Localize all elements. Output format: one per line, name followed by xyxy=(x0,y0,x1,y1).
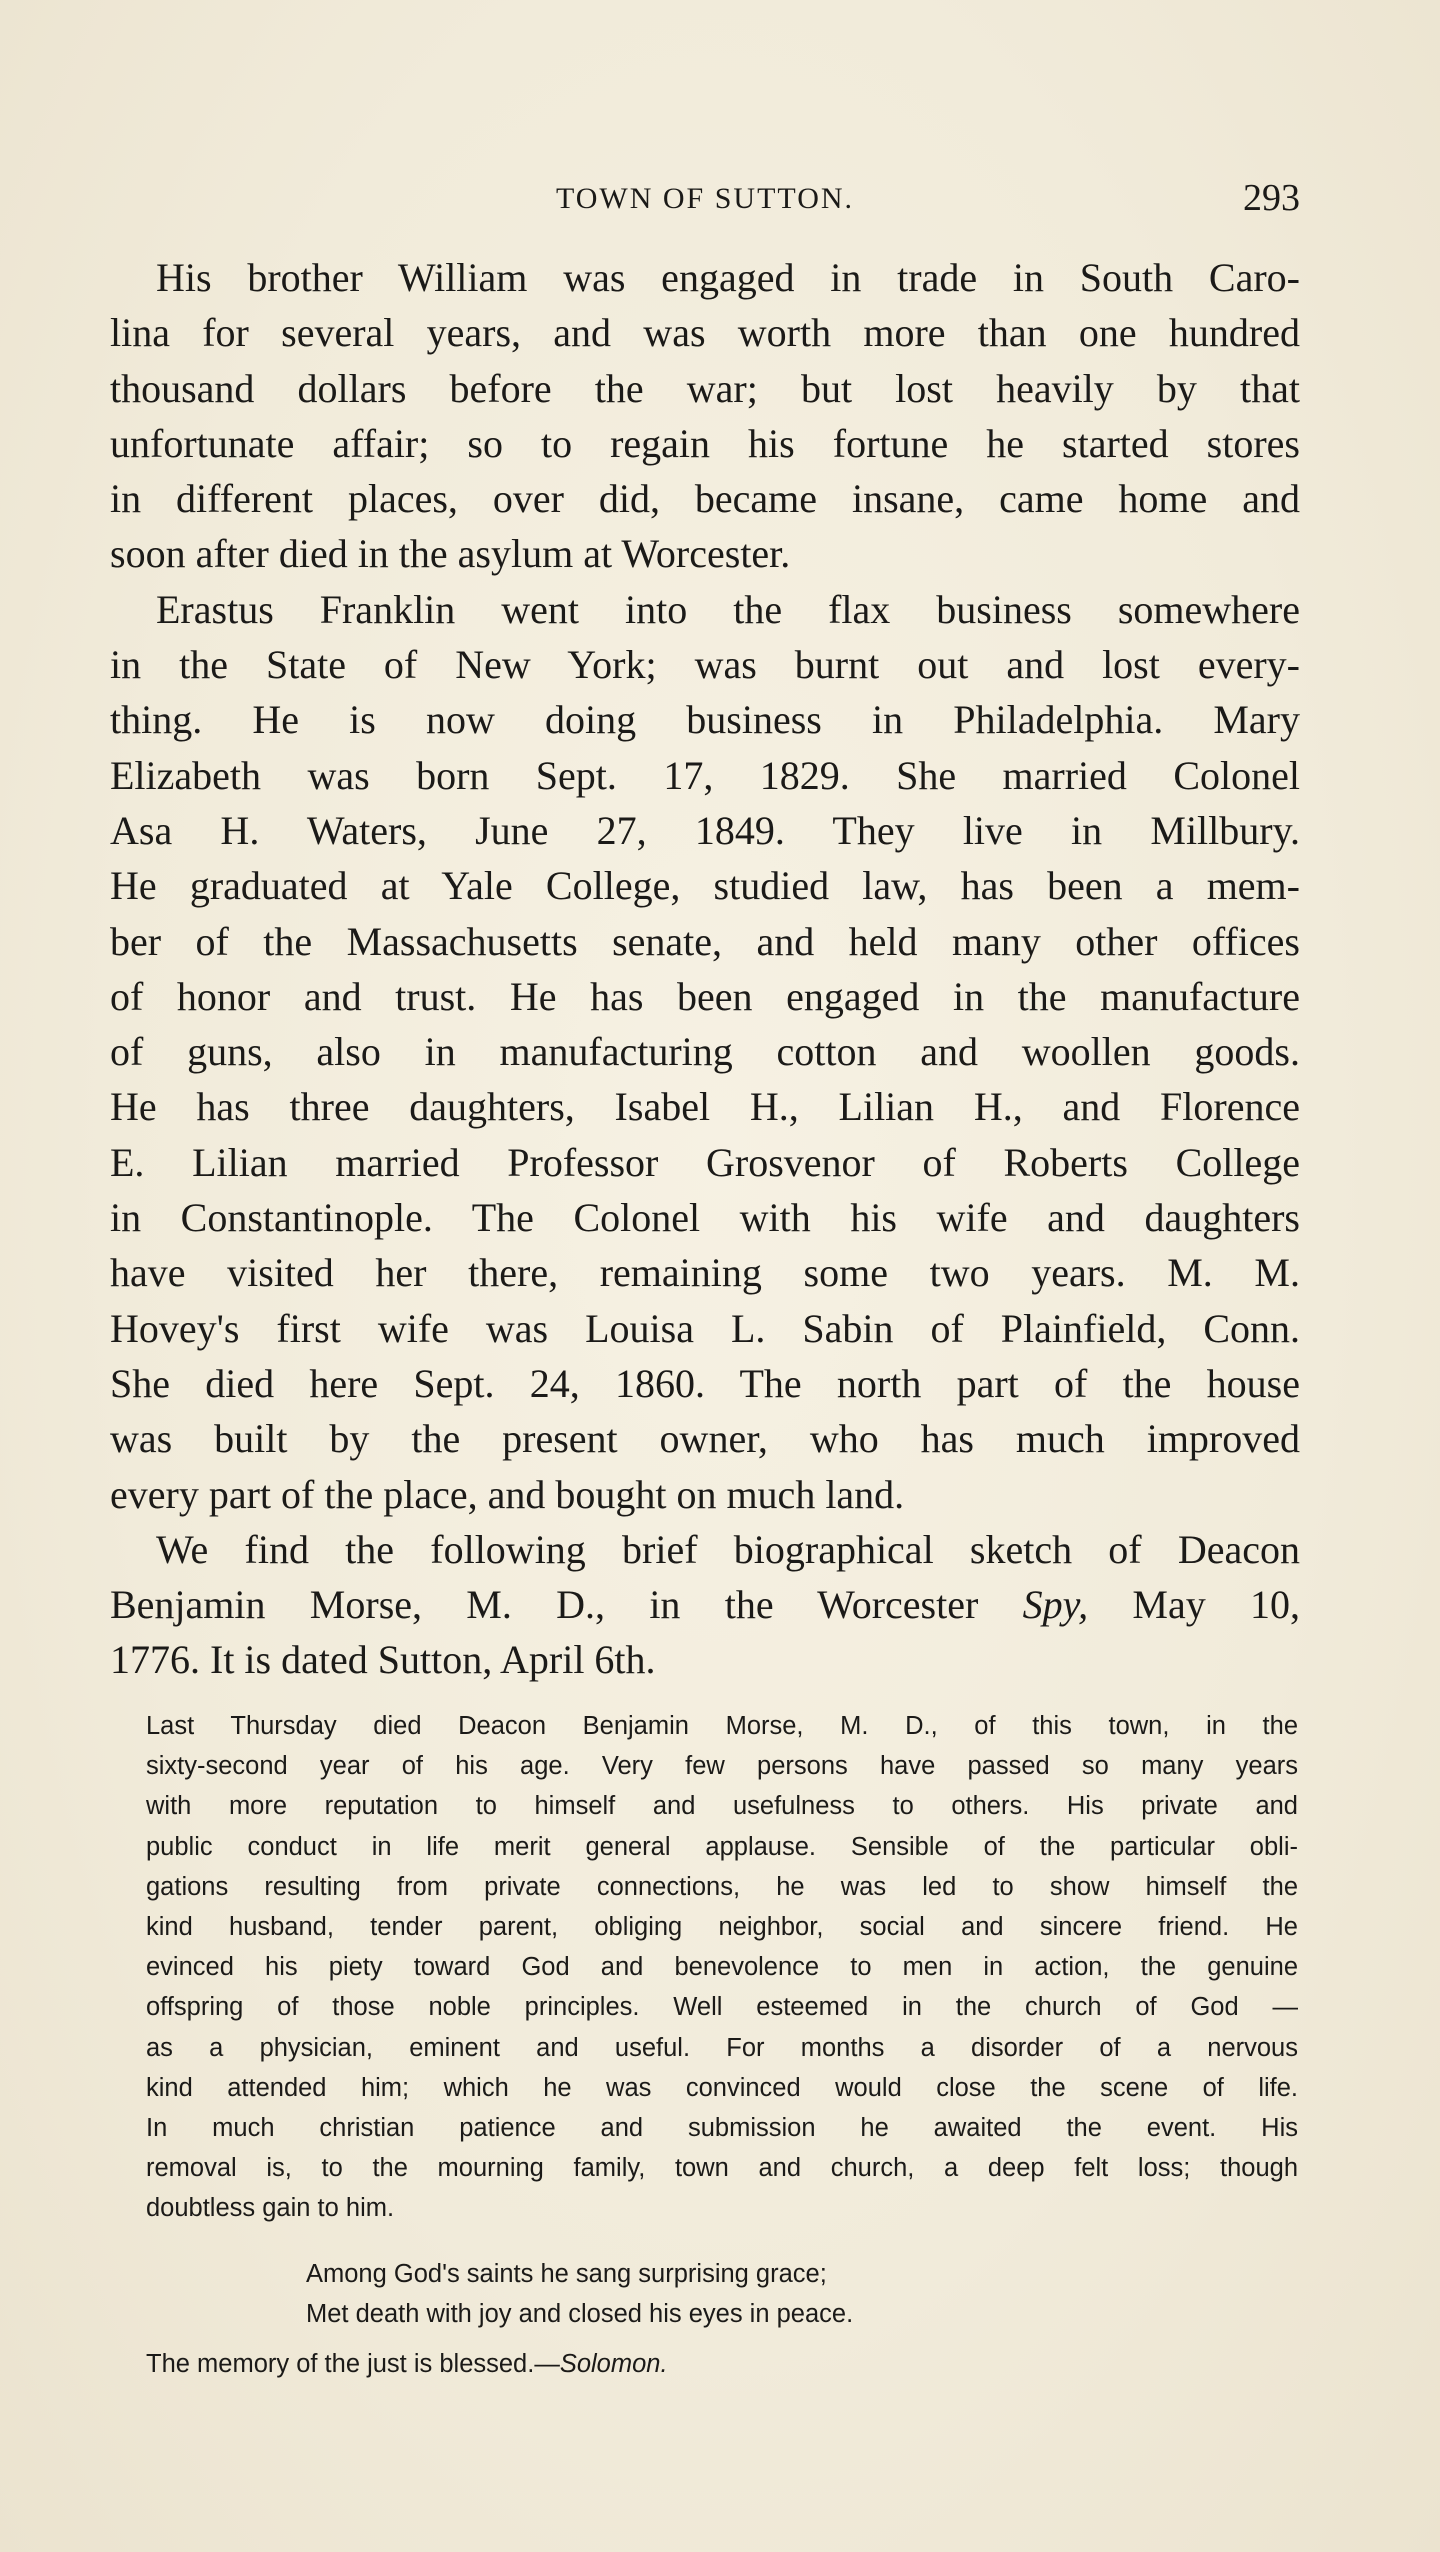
quote-line: gations resulting from private connections, he was led to show himself the xyxy=(146,1872,1298,1901)
text-line: Asa H. Waters, June 27, 1849. They live in Millbury. xyxy=(110,807,1300,853)
page-header xyxy=(110,176,1300,226)
quote-line: removal is, to the mourning family, town and church, a deep felt loss; though xyxy=(146,2154,1298,2183)
text-line-with-italic xyxy=(110,1577,1300,1632)
text-line: of honor and trust. He has been engaged in the manufacture xyxy=(110,973,1300,1019)
text-line: thing. He is now doing business in Philadelphia. Mary xyxy=(110,697,1300,743)
verse-line: Met death with joy and closed his eyes in peace. xyxy=(306,2300,854,2328)
text-line: Erastus Franklin went into the flax business somewhere xyxy=(156,586,1300,632)
quote-line: public conduct in life merit general applause. Sensible of the particular obli- xyxy=(146,1832,1298,1861)
text-line: every part of the place, and bought on much land. xyxy=(110,1471,905,1517)
quote-line: Last Thursday died Deacon Benjamin Morse, M. D., of this town, in the xyxy=(146,1712,1298,1740)
closing-text: The memory of the just is blessed.— xyxy=(146,2350,560,2378)
epitaph-verse xyxy=(146,2254,1298,2338)
text-line: of guns, also in manufacturing cotton and woollen goods. xyxy=(110,1029,1300,1075)
text-line: lina for several years, and was worth more than one hundred xyxy=(110,310,1300,356)
obituary-quote xyxy=(146,1706,1298,2228)
quote-line: doubtless gain to him. xyxy=(146,2194,395,2223)
verse-block xyxy=(306,2254,1206,2334)
newspaper-title: Spy, xyxy=(1022,1582,1089,1628)
text-line: unfortunate affair; so to regain his fortune he started stores xyxy=(110,420,1300,466)
body-text xyxy=(110,250,1300,1688)
quote-line: kind husband, tender parent, obliging neighbor, social and sincere friend. He xyxy=(146,1912,1298,1941)
closing-attribution: Solomon. xyxy=(559,2350,668,2378)
text-segment: Benjamin Morse, M. D., in the Worcester xyxy=(110,1582,1023,1628)
text-line: He has three daughters, Isabel H., Lilian H., and Florence xyxy=(110,1084,1300,1130)
text-line: Hovey's first wife was Louisa L. Sabin of Plainfield, Conn. xyxy=(110,1305,1300,1351)
quote-line: In much christian patience and submission he awaited the event. His xyxy=(146,2113,1298,2142)
quote-line: kind attended him; which he was convinced would close the scene of life. xyxy=(146,2073,1298,2102)
text-line: in Constantinople. The Colonel with his wife and daughters xyxy=(110,1195,1300,1241)
text-segment: May 10, xyxy=(1088,1582,1300,1628)
text-line: in the State of New York; was burnt out and lost every- xyxy=(110,642,1300,688)
quote-line: as a physician, eminent and useful. For months a disorder of a nervous xyxy=(146,2033,1298,2062)
closing-line xyxy=(146,2350,668,2379)
text-line: We find the following brief biographical sketch of Deacon xyxy=(156,1526,1300,1572)
quote-line: with more reputation to himself and usefulness to others. His private and xyxy=(146,1792,1298,1821)
text-line: have visited her there, remaining some two years. M. M. xyxy=(110,1250,1300,1296)
text-line: thousand dollars before the war; but lost heavily by that xyxy=(110,365,1300,411)
page-number: 293 xyxy=(1243,177,1300,219)
text-line: E. Lilian married Professor Grosvenor of Roberts College xyxy=(110,1139,1300,1185)
quote-line: evinced his piety toward God and benevolence to men in action, the genuine xyxy=(146,1953,1298,1982)
text-line: ber of the Massachusetts senate, and held many other offices xyxy=(110,918,1300,964)
quote-line: sixty-second year of his age. Very few persons have passed so many years xyxy=(146,1752,1298,1781)
text-line: was built by the present owner, who has much improved xyxy=(110,1416,1300,1462)
verse-line: Among God's saints he sang surprising grace; xyxy=(306,2260,827,2288)
text-line: His brother William was engaged in trade in South Caro- xyxy=(156,255,1300,300)
quote-line: offspring of those noble principles. Well esteemed in the church of God — xyxy=(146,1993,1298,2022)
running-title: TOWN OF SUTTON. xyxy=(555,182,855,215)
text-line: soon after died in the asylum at Worcester. xyxy=(110,531,791,577)
text-line: She died here Sept. 24, 1860. The north part of the house xyxy=(110,1360,1300,1406)
text-line: Elizabeth was born Sept. 17, 1829. She married Colonel xyxy=(110,752,1300,798)
text-line: 1776. It is dated Sutton, April 6th. xyxy=(110,1637,656,1683)
text-line: He graduated at Yale College, studied law, has been a mem- xyxy=(110,863,1300,909)
text-line: in different places, over did, became insane, came home and xyxy=(110,476,1300,522)
